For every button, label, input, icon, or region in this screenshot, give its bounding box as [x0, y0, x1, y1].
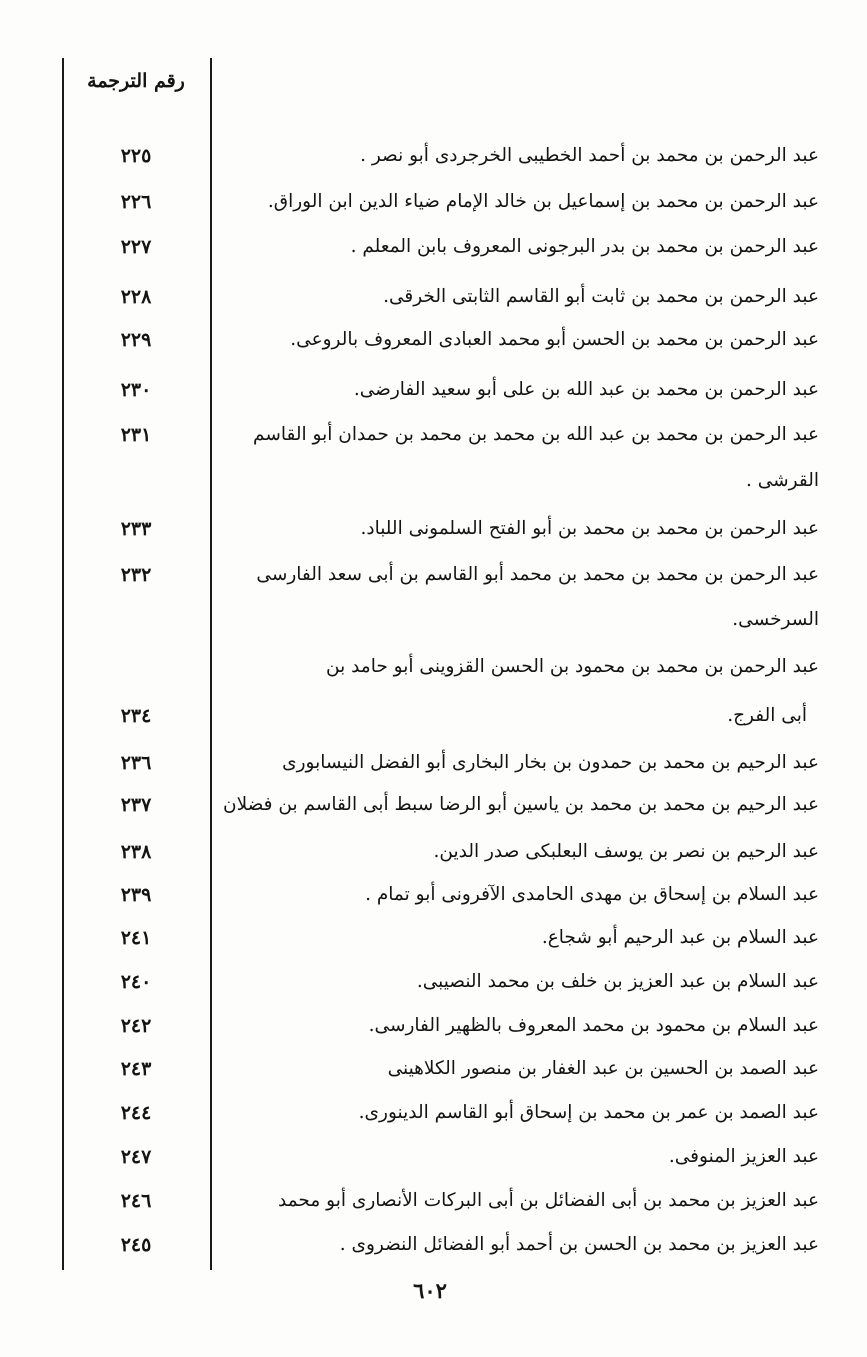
entry-name: عبد الرحيم بن محمد بن محمد بن ياسين أبو الرضا سبط أبى القاسم بن فضلان [223, 794, 819, 815]
entry-number: ٢٣٩ [120, 884, 152, 906]
entry-name: عبد الرحيم بن نصر بن يوسف البعلبكى صدر الدين. [433, 841, 819, 862]
entry-name: عبد العزيز بن محمد بن أبى الفضائل بن أبى البركات الأنصارى أبو محمد [278, 1190, 819, 1211]
entry-name: عبد السلام بن محمود بن محمد المعروف بالظهير الفارسى. [368, 1015, 819, 1036]
entry-number: ٢٣٤ [120, 705, 152, 727]
entry-number: ٢٤٣ [120, 1058, 152, 1080]
column-divider-left [62, 58, 64, 1270]
entry-name-continuation: السرخسى. [732, 609, 819, 630]
number-column-header: رقم الترجمة [87, 70, 185, 92]
entry-name-continuation: أبى الفرج. [727, 705, 807, 726]
entry-number: ٢٢٥ [120, 145, 152, 167]
entry-name: عبد الرحمن بن محمد بن محمد بن أبو الفتح السلمونى اللباد. [360, 518, 819, 539]
entry-number: ٢٤٦ [120, 1190, 152, 1212]
entry-number: ٢٣١ [120, 424, 152, 446]
entry-number: ٢٤٥ [120, 1234, 152, 1256]
page-number: ٦٠٢ [413, 1278, 447, 1303]
entry-name: عبد السلام بن عبد الرحيم أبو شجاع. [541, 927, 819, 948]
entry-number: ٢٤٠ [120, 971, 152, 993]
entry-name: عبد الرحمن بن محمد بن الحسن أبو محمد العبادى المعروف بالروعى. [290, 329, 819, 350]
entry-name: عبد الرحمن بن محمد بن بدر البرجونى المعروف بابن المعلم . [350, 236, 819, 257]
entry-name: عبد الرحمن بن محمد بن إسماعيل بن خالد الإمام ضياء الدين ابن الوراق. [267, 191, 819, 212]
entry-number: ٢٣٢ [120, 564, 152, 586]
entry-number: ٢٣٠ [120, 379, 152, 401]
entry-name: عبد الرحمن بن محمد بن عبد الله بن على أبو سعيد الفارضى. [353, 379, 819, 400]
entry-number: ٢٣٨ [120, 841, 152, 863]
entry-name: عبد الرحمن بن محمد بن عبد الله بن محمد بن محمد بن حمدان أبو القاسم [253, 424, 819, 445]
entry-number: ٢٤٢ [120, 1015, 152, 1037]
entry-number: ٢٣٣ [120, 518, 152, 540]
entry-name: عبد الرحمن بن محمد بن محمود بن الحسن القزوينى أبو حامد بن [325, 656, 819, 677]
entry-name: عبد الرحمن بن محمد بن أحمد الخطيبى الخرجردى أبو نصر . [360, 145, 819, 166]
entry-number: ٢٢٧ [120, 236, 152, 258]
entry-number: ٢٤٧ [120, 1146, 152, 1168]
entry-number: ٢٤٤ [120, 1102, 152, 1124]
entry-number: ٢٤١ [120, 927, 152, 949]
entry-number: ٢٣٧ [120, 794, 152, 816]
entry-name: عبد العزيز المنوفى. [668, 1146, 819, 1167]
entry-number: ٢٢٨ [120, 286, 152, 308]
entry-number: ٢٢٦ [120, 191, 152, 213]
entry-name-continuation: القرشى . [745, 470, 819, 491]
entry-name: عبد الصمد بن الحسين بن عبد الغفار بن منصور الكلاهينى [387, 1058, 819, 1079]
entry-name: عبد الصمد بن عمر بن محمد بن إسحاق أبو القاسم الدينورى. [358, 1102, 819, 1123]
entry-number: ٢٢٩ [120, 329, 152, 351]
column-divider-right [210, 58, 212, 1270]
entry-name: عبد العزيز بن محمد بن الحسن بن أحمد أبو الفضائل النضروى . [339, 1234, 819, 1255]
entry-number: ٢٣٦ [120, 752, 152, 774]
entry-name: عبد السلام بن عبد العزيز بن خلف بن محمد النصيبى. [416, 971, 819, 992]
entry-name: عبد السلام بن إسحاق بن مهدى الحامدى الآفرونى أبو تمام . [365, 884, 819, 905]
entry-name: عبد الرحمن بن محمد بن ثابت أبو القاسم الثابتى الخرقى. [383, 286, 819, 307]
entry-name: عبد الرحمن بن محمد بن محمد بن محمد أبو القاسم بن أبى سعد الفارسى [256, 564, 819, 585]
entry-name: عبد الرحيم بن محمد بن حمدون بن بخار البخارى أبو الفضل النيسابورى [282, 752, 819, 773]
